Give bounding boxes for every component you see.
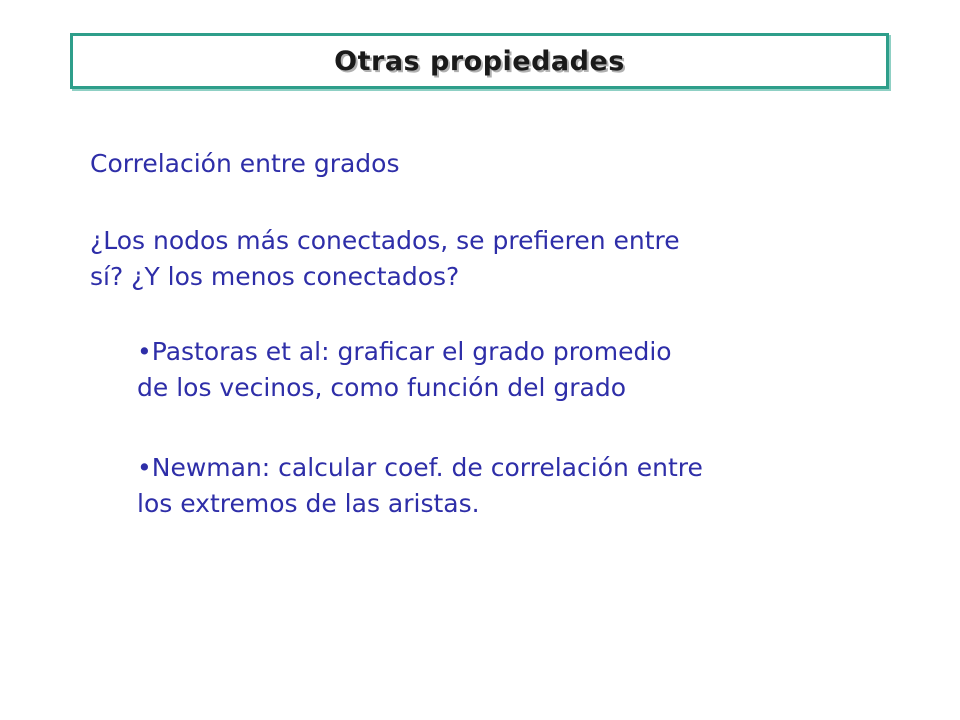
question-line-1: ¿Los nodos más conectados, se prefieren entre bbox=[90, 226, 680, 255]
slide-title: Otras propiedades bbox=[334, 45, 625, 77]
slide-title-box bbox=[70, 33, 889, 89]
bullet-1-line-1: •Pastoras et al: graficar el grado promedio bbox=[137, 337, 672, 366]
bullet-1-line-2: de los vecinos, como función del grado bbox=[137, 373, 627, 402]
bullet-item-pastoras bbox=[137, 334, 672, 406]
bullet-2-line-2: los extremos de las aristas. bbox=[137, 489, 480, 518]
question-line-2: sí? ¿Y los menos conectados? bbox=[90, 262, 460, 291]
section-heading: Correlación entre grados bbox=[90, 149, 400, 178]
bullet-item-newman bbox=[137, 450, 703, 522]
bullet-2-line-1: •Newman: calcular coef. de correlación entre bbox=[137, 453, 703, 482]
question-paragraph bbox=[90, 223, 680, 295]
